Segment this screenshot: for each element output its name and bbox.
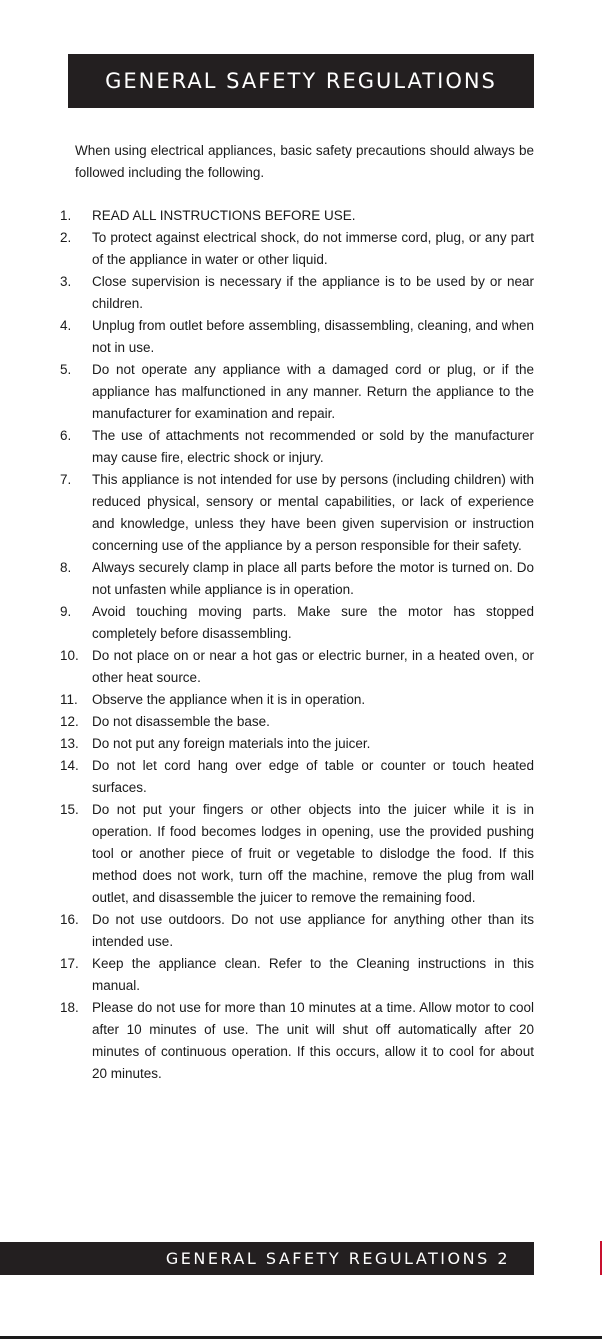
rule-number: 17.: [60, 956, 79, 971]
rule-number: 1.: [60, 208, 72, 223]
safety-rules-list: [60, 205, 534, 1085]
rule-number: 15.: [60, 802, 79, 817]
rule-text: Do not place on or near a hot gas or electric burner, in a heated oven, or other heat source.: [92, 648, 534, 685]
rule-number: 8.: [60, 560, 72, 575]
page-footer-bar: [0, 1242, 534, 1275]
rule-text: Please do not use for more than 10 minutes at a time. Allow motor to cool after 10 minutes of use. The unit will shut off automatically after 20 minutes of continuous operation. If this occurs, allow it to cool for about 20 minutes.: [92, 1000, 534, 1081]
page-header-bar: [68, 54, 534, 108]
rule-number: 3.: [60, 274, 72, 289]
safety-rule: [60, 205, 534, 227]
safety-rule: [60, 733, 534, 755]
rule-text: Unplug from outlet before assembling, disassembling, cleaning, and when not in use.: [92, 318, 534, 355]
rule-number: 7.: [60, 472, 72, 487]
safety-rule: [60, 689, 534, 711]
rule-text: Do not disassemble the base.: [92, 714, 270, 729]
rule-number: 6.: [60, 428, 72, 443]
safety-rule: [60, 469, 534, 557]
rule-number: 11.: [60, 692, 78, 707]
safety-rule: [60, 909, 534, 953]
safety-rule: [60, 601, 534, 645]
safety-rule: [60, 227, 534, 271]
rule-number: 13.: [60, 736, 79, 751]
safety-rule: [60, 799, 534, 909]
rule-number: 12.: [60, 714, 79, 729]
rule-text: Do not use outdoors. Do not use appliance for anything other than its intended use.: [92, 912, 534, 949]
intro-paragraph: When using electrical appliances, basic safety precautions should always be followed including the following.: [75, 143, 534, 180]
rule-number: 16.: [60, 912, 79, 927]
rule-text: This appliance is not intended for use by persons (including children) with reduced physical, sensory or mental capabilities, or lack of experience and knowledge, unless they have been given supervision or instruction concerning use of the appliance by a person responsible for their safety.: [92, 472, 534, 553]
page-title: GENERAL SAFETY REGULATIONS: [105, 69, 497, 93]
rule-text: Do not put your fingers or other objects into the juicer while it is in operation. If food becomes lodges in opening, use the provided pushing tool or another piece of fruit or vegetable to dislodge the food. If this method does not work, turn off the machine, remove the plug from wall outlet, and disassemble the juicer to remove the remaining food.: [92, 802, 534, 905]
rule-number: 5.: [60, 362, 72, 377]
safety-rule: [60, 711, 534, 733]
footer-title: GENERAL SAFETY REGULATIONS 2: [165, 1249, 510, 1268]
rule-text: Do not let cord hang over edge of table or counter or touch heated surfaces.: [92, 758, 534, 795]
rule-number: 2.: [60, 230, 72, 245]
rule-text: Close supervision is necessary if the appliance is to be used by or near children.: [92, 274, 534, 311]
rule-text: Do not put any foreign materials into the juicer.: [92, 736, 371, 751]
rule-text: Avoid touching moving parts. Make sure the motor has stopped completely before disassembling.: [92, 604, 534, 641]
rule-text: To protect against electrical shock, do not immerse cord, plug, or any part of the appliance in water or other liquid.: [92, 230, 534, 267]
safety-rule: [60, 755, 534, 799]
rule-text: Keep the appliance clean. Refer to the Cleaning instructions in this manual.: [92, 956, 534, 993]
safety-rule: [60, 953, 534, 997]
rule-number: 18.: [60, 1000, 79, 1015]
rule-number: 4.: [60, 318, 72, 333]
safety-rule: [60, 425, 534, 469]
safety-rule: [60, 359, 534, 425]
rule-text: Observe the appliance when it is in operation.: [92, 692, 366, 707]
rule-number: 9.: [60, 604, 72, 619]
rule-text: READ ALL INSTRUCTIONS BEFORE USE.: [92, 208, 356, 223]
safety-rule: [60, 557, 534, 601]
rule-number: 14.: [60, 758, 79, 773]
safety-rule: [60, 997, 534, 1085]
rule-number: 10.: [60, 648, 79, 663]
safety-rule: [60, 315, 534, 359]
rule-text: The use of attachments not recommended or sold by the manufacturer may cause fire, electric shock or injury.: [92, 428, 534, 465]
rule-text: Always securely clamp in place all parts before the motor is turned on. Do not unfasten while appliance is in operation.: [92, 560, 534, 597]
safety-rule: [60, 271, 534, 315]
rule-text: Do not operate any appliance with a damaged cord or plug, or if the appliance has malfunctioned in any manner. Return the appliance to the manufacturer for examination and repair.: [92, 362, 534, 421]
safety-rule: [60, 645, 534, 689]
